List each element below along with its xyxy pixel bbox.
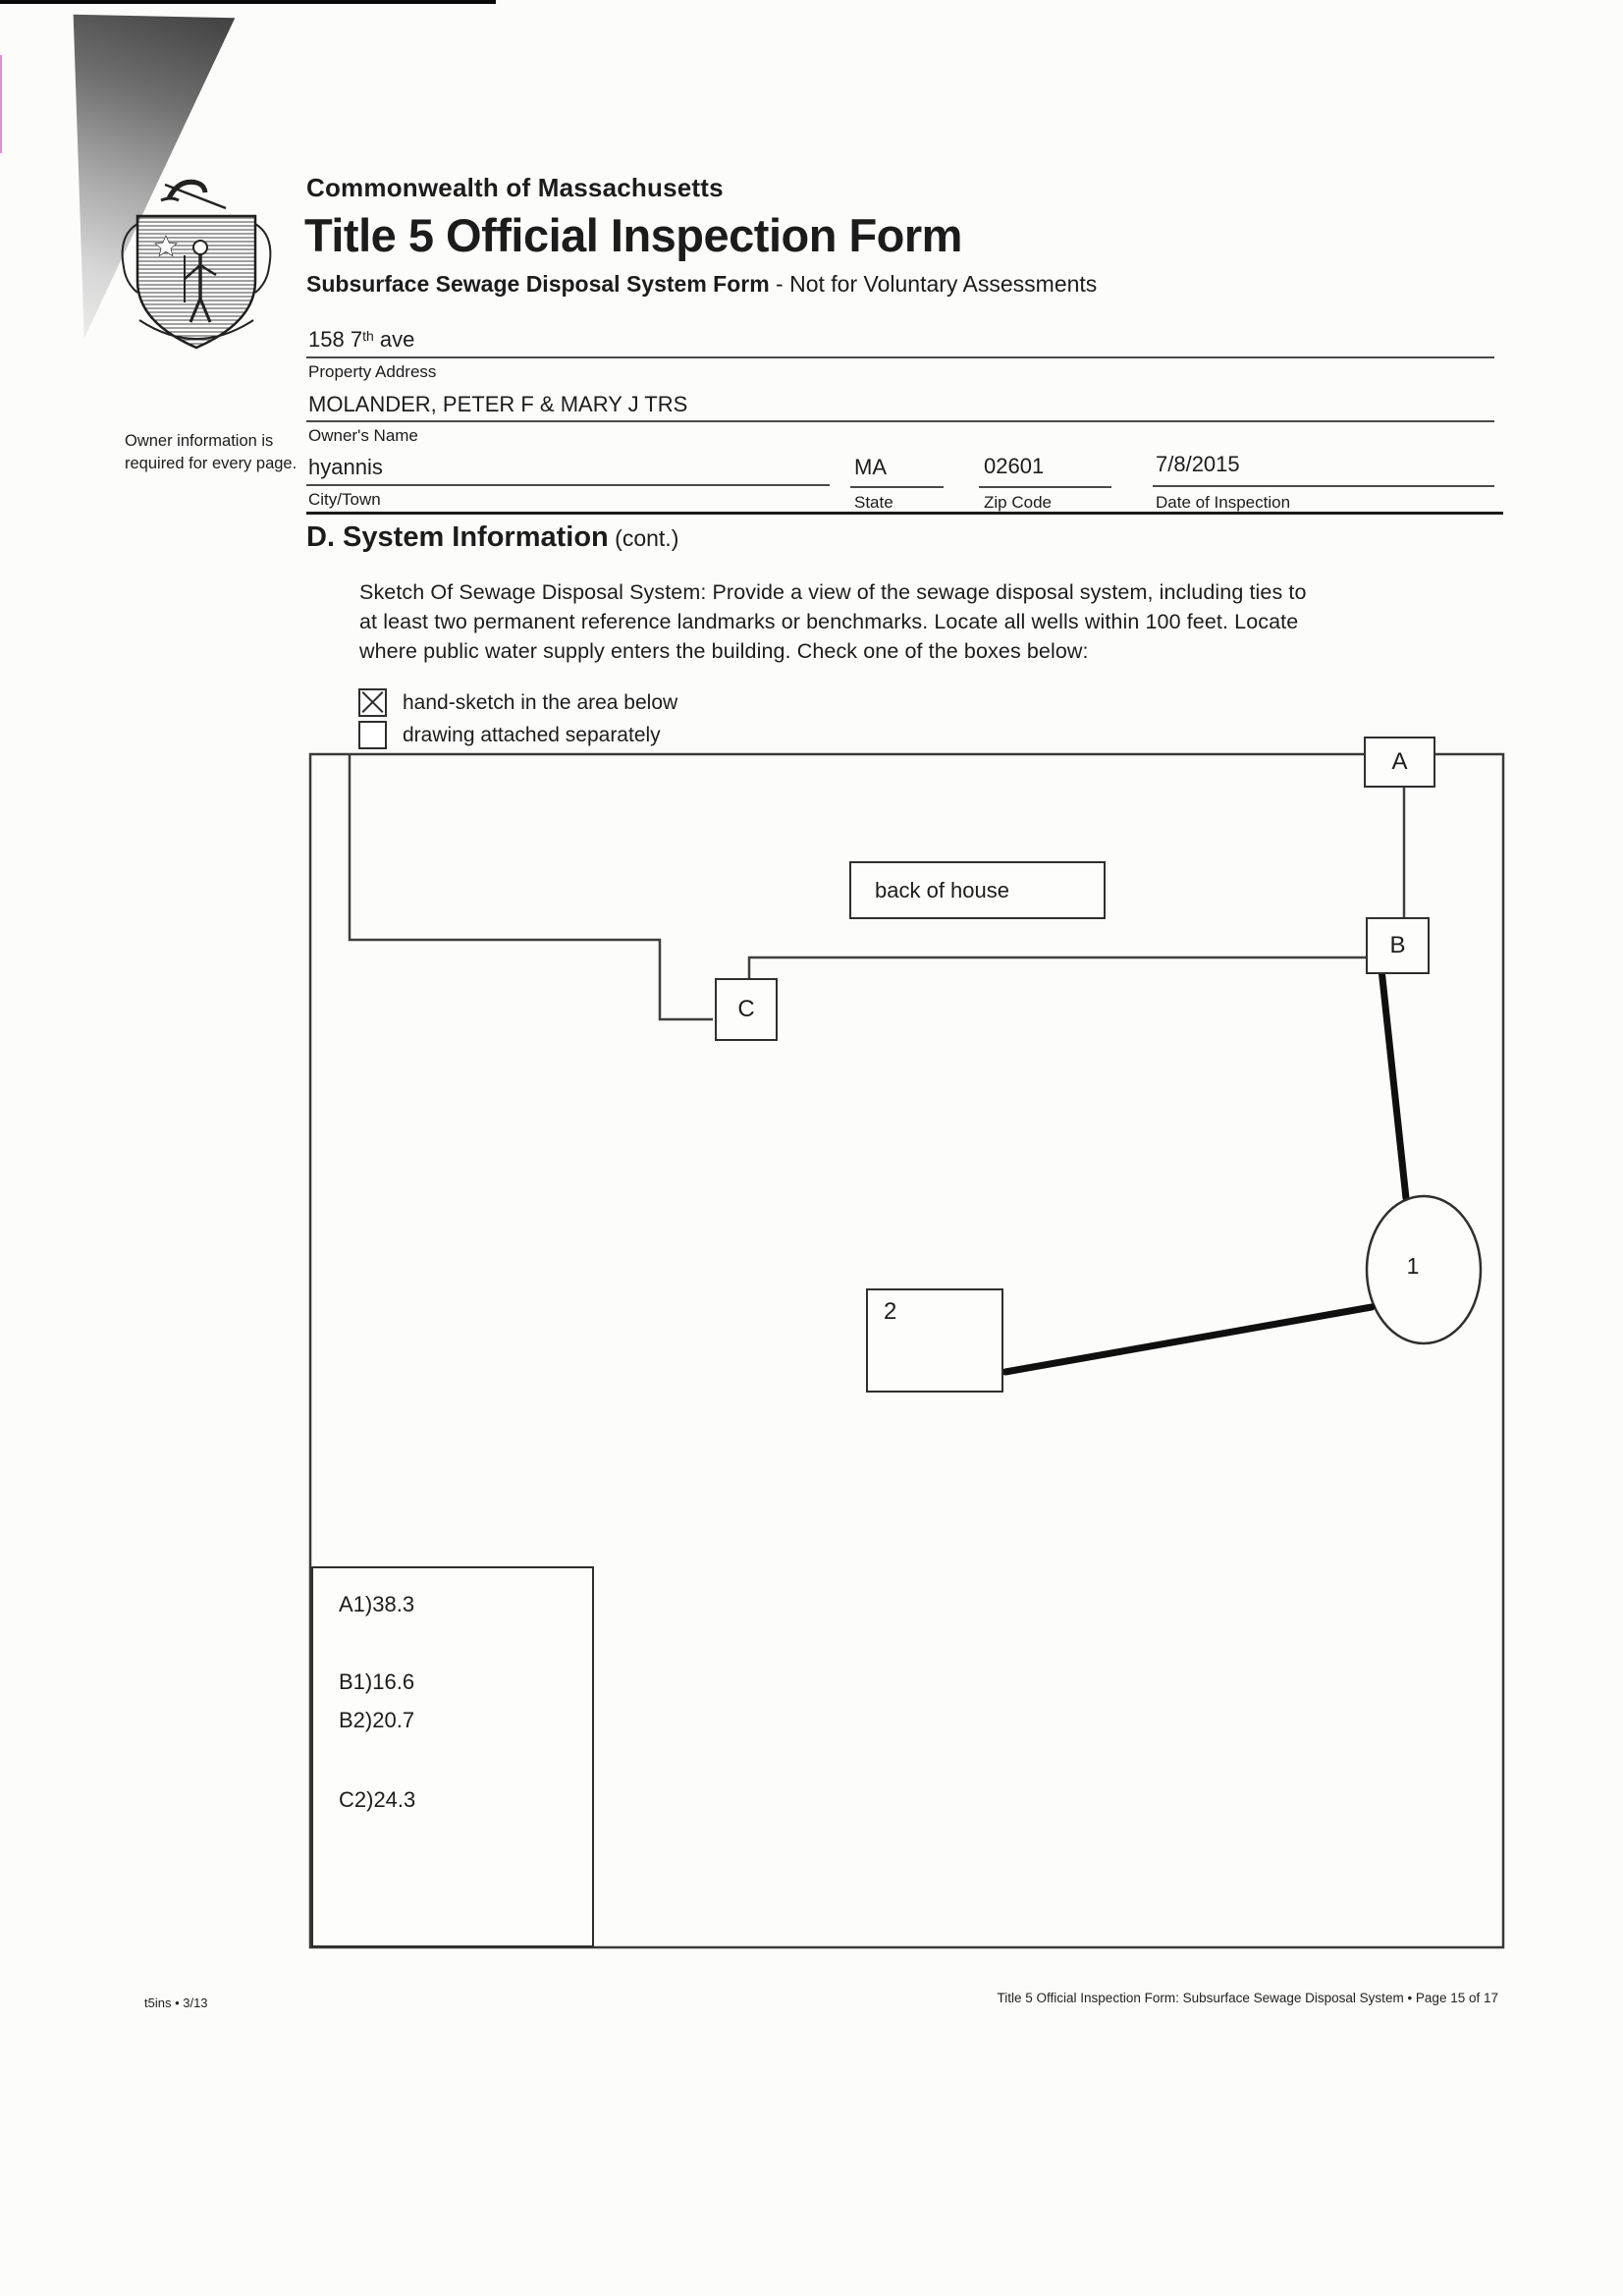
zip-value: 02601	[984, 454, 1045, 478]
section-heading	[306, 521, 678, 554]
component-box-2-label: 2	[884, 1298, 897, 1325]
state-value: MA	[854, 455, 887, 479]
section-heading-bold: D. System Information	[306, 521, 609, 553]
sketch-instructions-line1: Sketch Of Sewage Disposal System: Provide a view of the sewage disposal system, including ties to	[359, 580, 1307, 604]
tie-line-b-to-1	[1381, 969, 1406, 1198]
benchmark-box-c	[715, 978, 778, 1041]
measurement-c2: C2)24.3	[339, 1787, 416, 1812]
benchmark-box-c-label: C	[737, 996, 755, 1022]
scan-edge-artifact	[0, 0, 496, 4]
inspection-date-label: Date of Inspection	[1156, 493, 1291, 512]
sketch-instructions-line3: where public water supply enters the building. Check one of the boxes below:	[359, 639, 1089, 663]
state-label: State	[854, 493, 893, 512]
hand-sketch-checkbox-label: hand-sketch in the area below	[403, 690, 678, 714]
measurement-b2: B2)20.7	[339, 1708, 415, 1732]
sketch-instructions	[359, 577, 1307, 666]
owner-name-value: MOLANDER, PETER F & MARY J TRS	[308, 392, 688, 416]
component-box-2	[866, 1288, 1003, 1393]
form-subtitle	[306, 271, 1097, 298]
property-address-line	[306, 356, 1494, 358]
owner-name-label: Owner's Name	[308, 426, 418, 445]
massachusetts-seal-icon	[110, 165, 279, 361]
measurements-box	[311, 1566, 594, 1947]
property-address-main: 158 7	[308, 327, 363, 352]
house-rear-line	[749, 957, 1366, 980]
checkbox-row-hand-sketch	[358, 688, 677, 717]
zip-line	[979, 486, 1111, 488]
measurement-b1: B1)16.6	[339, 1669, 415, 1694]
form-subtitle-bold: Subsurface Sewage Disposal System Form	[306, 271, 770, 297]
state-line	[850, 486, 944, 488]
form-subtitle-rest: - Not for Voluntary Assessments	[769, 271, 1098, 297]
benchmark-box-b	[1366, 917, 1430, 974]
benchmark-box-a-label: A	[1391, 748, 1408, 775]
back-of-house-label: back of house	[875, 877, 1009, 902]
checkbox-x-icon	[360, 690, 385, 715]
sketch-instructions-line2: at least two permanent reference landmarks or benchmarks. Locate all wells within 100 feet. Locate	[359, 610, 1299, 633]
org-name: Commonwealth of Massachusetts	[306, 173, 724, 202]
house-outline	[350, 755, 713, 1019]
property-address-ordinal: th	[362, 328, 374, 344]
inspection-date-value: 7/8/2015	[1156, 452, 1240, 476]
benchmark-box-b-label: B	[1389, 932, 1406, 958]
measurement-a1: A1)38.3	[339, 1592, 415, 1616]
property-address-label: Property Address	[308, 362, 437, 381]
drawing-attached-checkbox-label: drawing attached separately	[403, 723, 661, 746]
hand-sketch-checkbox	[358, 688, 387, 717]
inspection-date-line	[1153, 485, 1494, 487]
component-circle-1-label: 1	[1406, 1253, 1420, 1279]
zip-label: Zip Code	[984, 493, 1052, 512]
tie-line-1-to-2	[1005, 1307, 1372, 1372]
owner-note: Owner information is required for every page.	[125, 432, 298, 473]
footer-form-code: t5ins • 3/13	[144, 1995, 208, 2010]
benchmark-box-a	[1364, 737, 1435, 788]
city-label: City/Town	[308, 490, 381, 509]
header-divider	[306, 512, 1503, 515]
footer-page-info: Title 5 Official Inspection Form: Subsurface Sewage Disposal System • Page 15 of 17	[997, 1991, 1498, 2005]
property-address-value	[308, 327, 414, 353]
section-heading-cont: (cont.)	[608, 525, 679, 551]
city-line	[306, 484, 830, 486]
back-of-house-label-box	[849, 861, 1106, 919]
owner-name-line	[306, 420, 1494, 422]
scan-color-artifact	[0, 55, 2, 153]
city-value: hyannis	[308, 455, 383, 479]
property-address-tail: ave	[373, 327, 415, 352]
form-title: Title 5 Official Inspection Form	[304, 209, 962, 261]
